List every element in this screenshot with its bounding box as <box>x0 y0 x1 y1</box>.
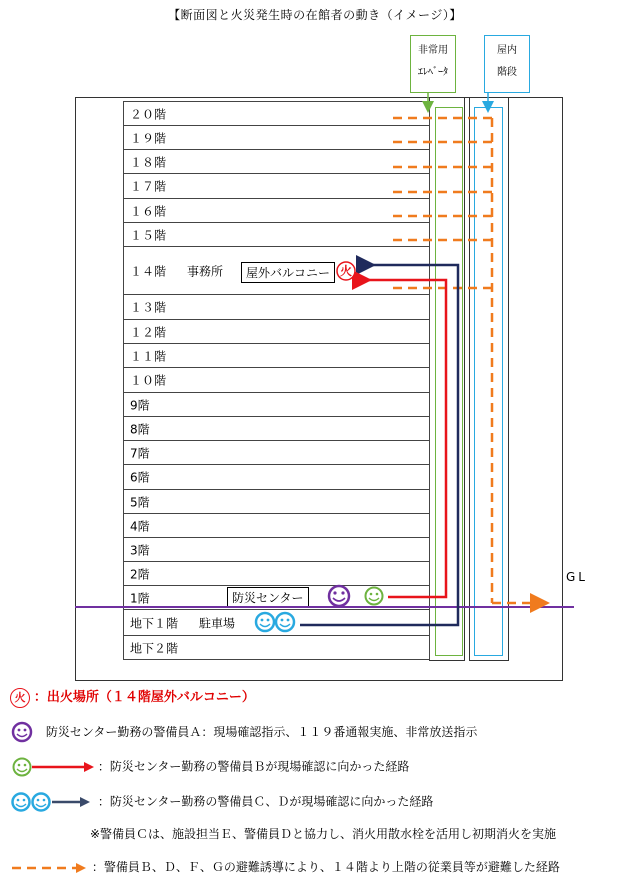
floor-label: 地下１階 <box>130 616 179 630</box>
floor-label: 地下２階 <box>130 641 179 655</box>
floor-label: 2階 <box>130 567 150 581</box>
legend-orange-dashed-icon <box>10 860 88 876</box>
legend-guard-cd-text: ：防災センター勤務の警備員Ｃ、Ｄが現場確認に向かった経路 <box>97 794 434 809</box>
stairs-header-line2: 階段 <box>497 67 517 78</box>
stairs-header-line1: 屋内 <box>497 45 517 56</box>
floor-label: １４階 <box>130 264 167 278</box>
legend-evacuation <box>10 858 560 876</box>
elevator-header-line2: ｴﾚﾍﾞｰﾀ <box>418 67 448 78</box>
legend-fire <box>10 686 255 708</box>
legend-blue-route-icon <box>10 791 94 813</box>
guard-cd-route <box>300 265 458 625</box>
legend-fire-text: ：出火場所（１４階屋外バルコニー） <box>33 690 255 705</box>
guard-b-route <box>362 280 446 597</box>
floor-label: 5階 <box>130 495 150 509</box>
legend-guard-b-text: ：防災センター勤務の警備員Ｂが現場確認に向かった経路 <box>97 759 410 774</box>
floor-label: １６階 <box>130 204 167 218</box>
legend-guard-cd <box>10 791 433 813</box>
floor-extra-label: 駐車場 <box>199 616 236 630</box>
floor-label: １２階 <box>130 325 167 339</box>
floor-label: １０階 <box>130 373 167 388</box>
page-title: 【断面図と火災発生時の在館者の動き（イメージ）】 <box>168 8 462 22</box>
guard-b-face-icon <box>366 588 383 605</box>
floor-label: 7階 <box>130 446 150 460</box>
floor-label: １３階 <box>130 300 167 315</box>
legend-fire-icon: 火 <box>10 688 30 708</box>
elevator-header-line1: 非常用 <box>418 45 448 56</box>
guard-a-face-icon <box>329 586 349 606</box>
legend-purple-face-icon <box>10 721 34 743</box>
floor-label: ２０階 <box>130 107 167 121</box>
floor-extra-label: 事務所 <box>187 264 224 278</box>
fire-glyph: 火 <box>339 264 352 278</box>
floor-label: 4階 <box>130 519 150 533</box>
floor-label: １７階 <box>130 179 167 194</box>
floor-label: １１階 <box>130 349 167 363</box>
legend-guard-a <box>10 721 477 743</box>
floor-label: １９階 <box>130 131 167 145</box>
gl-label: GL <box>566 570 588 584</box>
floor-label: 3階 <box>130 543 150 557</box>
legend-note: ※警備員Ｃは、施設担当Ｅ、警備員Ｄと協力し、消火用散水栓を活用し初期消火を実施 <box>90 827 557 841</box>
legend-guard-a-text: 防災センター勤務の警備員Ａ：現場確認指示、１１９番通報実施、非常放送指示 <box>45 724 478 739</box>
floor-label: １８階 <box>130 155 167 169</box>
legend-green-route-icon <box>10 756 94 778</box>
legend-evacuation-text: ：警備員Ｂ、Ｄ、Ｆ、Ｇの避難誘導により、１４階より上階の従業員等が避難した経路 <box>91 860 560 874</box>
floor-label: 1階 <box>130 591 150 605</box>
balcony-label: 屋外バルコニー <box>246 266 331 280</box>
guard-cd-face-icons <box>256 613 294 631</box>
evacuation-routes <box>393 118 540 603</box>
floor-label: 8階 <box>130 422 150 436</box>
legend-guard-b <box>10 756 409 778</box>
floor-label: 6階 <box>130 470 150 485</box>
floor-label: 9階 <box>130 398 150 412</box>
floor-label: １５階 <box>130 228 167 242</box>
center-label: 防災センター <box>232 591 304 605</box>
